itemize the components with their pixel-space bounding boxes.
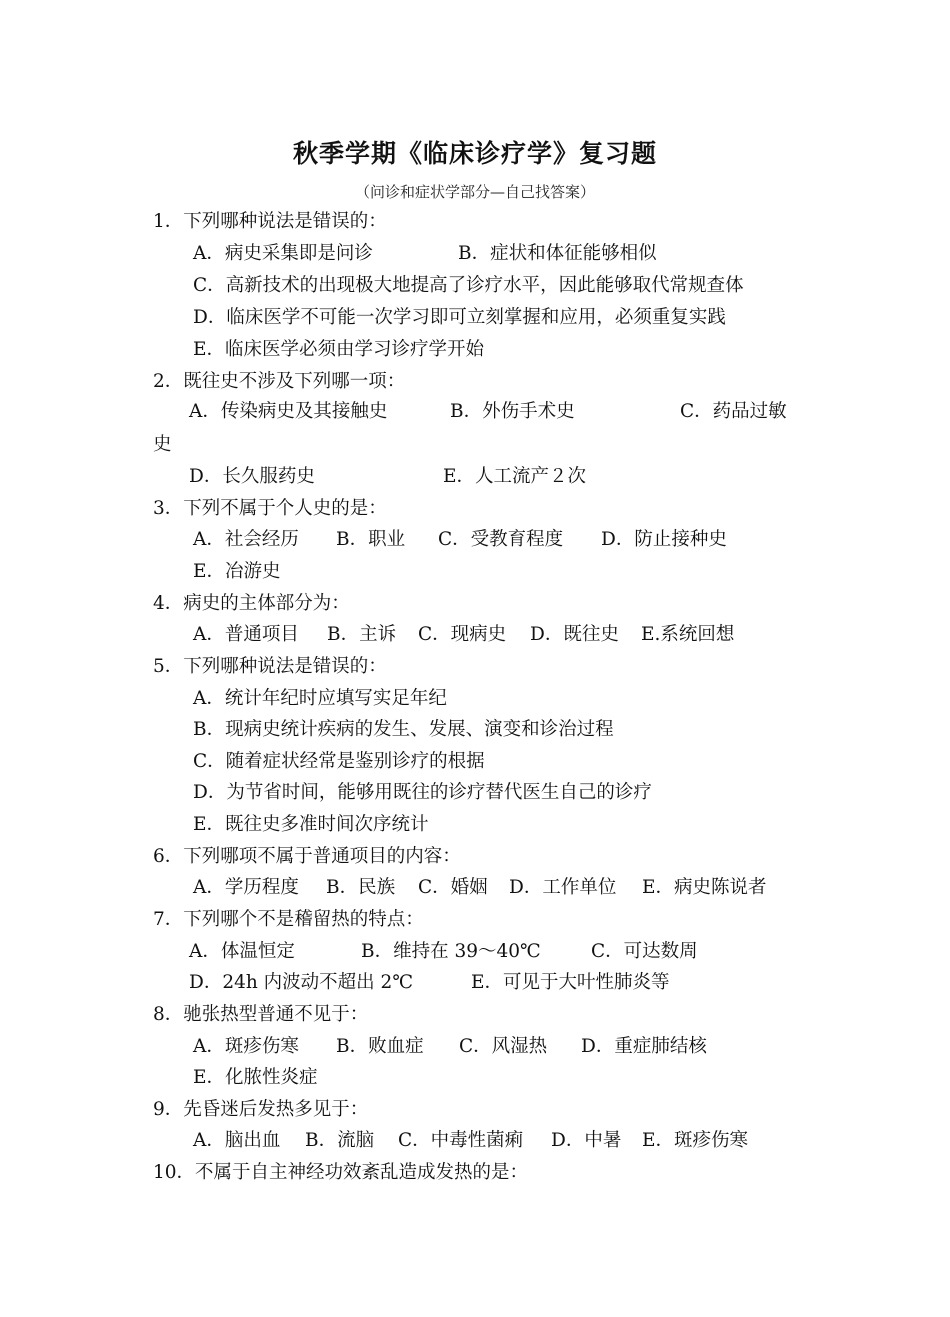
q3-option-b: B．职业	[336, 529, 406, 550]
q6-option-a: A．学历程度	[193, 877, 299, 898]
question-6: 6．下列哪项不属于普通项目的内容：	[153, 846, 461, 867]
question-10: 10．不属于自主神经功效紊乱造成发热的是：	[153, 1162, 529, 1183]
q8-option-a: A．斑疹伤寒	[193, 1036, 299, 1057]
question-2: 2．既往史不涉及下列哪一项：	[153, 371, 406, 392]
q4-option-d: D．既往史	[530, 624, 619, 645]
q7-option-d: D．24h 内波动不超出 2℃	[189, 972, 414, 993]
q2-option-c: C．药品过敏	[680, 401, 787, 422]
q9-option-d: D．中暑	[551, 1130, 622, 1151]
question-3: 3．下列不属于个人史的是：	[153, 498, 387, 519]
q9-option-b: B．流脑	[305, 1130, 375, 1151]
q2-option-c-wrap: 史	[153, 434, 172, 455]
q2-option-e: E．人工流产２次	[443, 466, 587, 487]
q8-option-c: C．风湿热	[459, 1036, 548, 1057]
q5-option-c: C．随着症状经常是鉴别诊疗的根据	[193, 751, 485, 772]
q6-option-e: E．病史陈说者	[642, 877, 767, 898]
q4-option-c: C．现病史	[418, 624, 507, 645]
question-7: 7．下列哪个不是稽留热的特点：	[153, 909, 424, 930]
q8-option-b: B．败血症	[336, 1036, 424, 1057]
question-8: 8．驰张热型普通不见于：	[153, 1004, 369, 1025]
question-5: 5．下列哪种说法是错误的：	[153, 656, 387, 677]
q3-option-e: E．冶游史	[193, 561, 281, 582]
q1-option-d: D．临床医学不可能一次学习即可立刻掌握和应用，必须重复实践	[193, 307, 726, 328]
q1-option-b: B．症状和体征能够相似	[458, 243, 657, 264]
question-4: 4．病史的主体部分为：	[153, 593, 350, 614]
q9-option-c: C．中毒性菌痢	[398, 1130, 524, 1151]
q4-option-e: E.系统回想	[641, 624, 735, 645]
question-9: 9．先昏迷后发热多见于：	[153, 1099, 369, 1120]
q7-option-e: E．可见于大叶性肺炎等	[471, 972, 670, 993]
q7-option-b: B．维持在 39～40℃	[361, 941, 541, 962]
question-1: 1．下列哪种说法是错误的：	[153, 211, 387, 232]
q9-option-e: E．斑疹伤寒	[642, 1130, 749, 1151]
q7-option-a: A．体温恒定	[189, 941, 295, 962]
q1-option-e: E．临床医学必须由学习诊疗学开始	[193, 339, 485, 360]
q8-option-e: E．化脓性炎症	[193, 1067, 318, 1088]
q6-option-b: B．民族	[326, 877, 396, 898]
q7-option-c: C．可达数周	[591, 941, 698, 962]
q9-option-a: A．脑出血	[193, 1130, 281, 1151]
q4-option-a: A．普通项目	[193, 624, 299, 645]
q4-option-b: B．主诉	[327, 624, 397, 645]
q1-option-c: C．高新技术的出现极大地提高了诊疗水平，因此能够取代常规查体	[193, 275, 744, 296]
q5-option-d: D．为节省时间，能够用既往的诊疗替代医生自己的诊疗	[193, 782, 652, 803]
q3-option-d: D．防止接种史	[601, 529, 727, 550]
q5-option-e: E．既往史多准时间次序统计	[193, 814, 429, 835]
q3-option-a: A．社会经历	[193, 529, 299, 550]
document-subtitle: （问诊和症状学部分—自己找答案）	[354, 183, 595, 201]
document-title: 秋季学期《临床诊疗学》复习题	[292, 139, 657, 168]
q2-option-d: D．长久服药史	[189, 466, 315, 487]
q2-option-b: B．外伤手术史	[450, 401, 575, 422]
q1-option-a: A．病史采集即是问诊	[193, 243, 373, 264]
q5-option-b: B．现病史统计疾病的发生、发展、演变和诊治过程	[193, 719, 614, 740]
q2-option-a: A．传染病史及其接触史	[189, 401, 388, 422]
q6-option-c: C．婚姻	[418, 877, 488, 898]
q6-option-d: D．工作单位	[509, 877, 617, 898]
q5-option-a: A．统计年纪时应填写实足年纪	[193, 688, 447, 709]
q8-option-d: D．重症肺结核	[581, 1036, 707, 1057]
q3-option-c: C．受教育程度	[438, 529, 564, 550]
